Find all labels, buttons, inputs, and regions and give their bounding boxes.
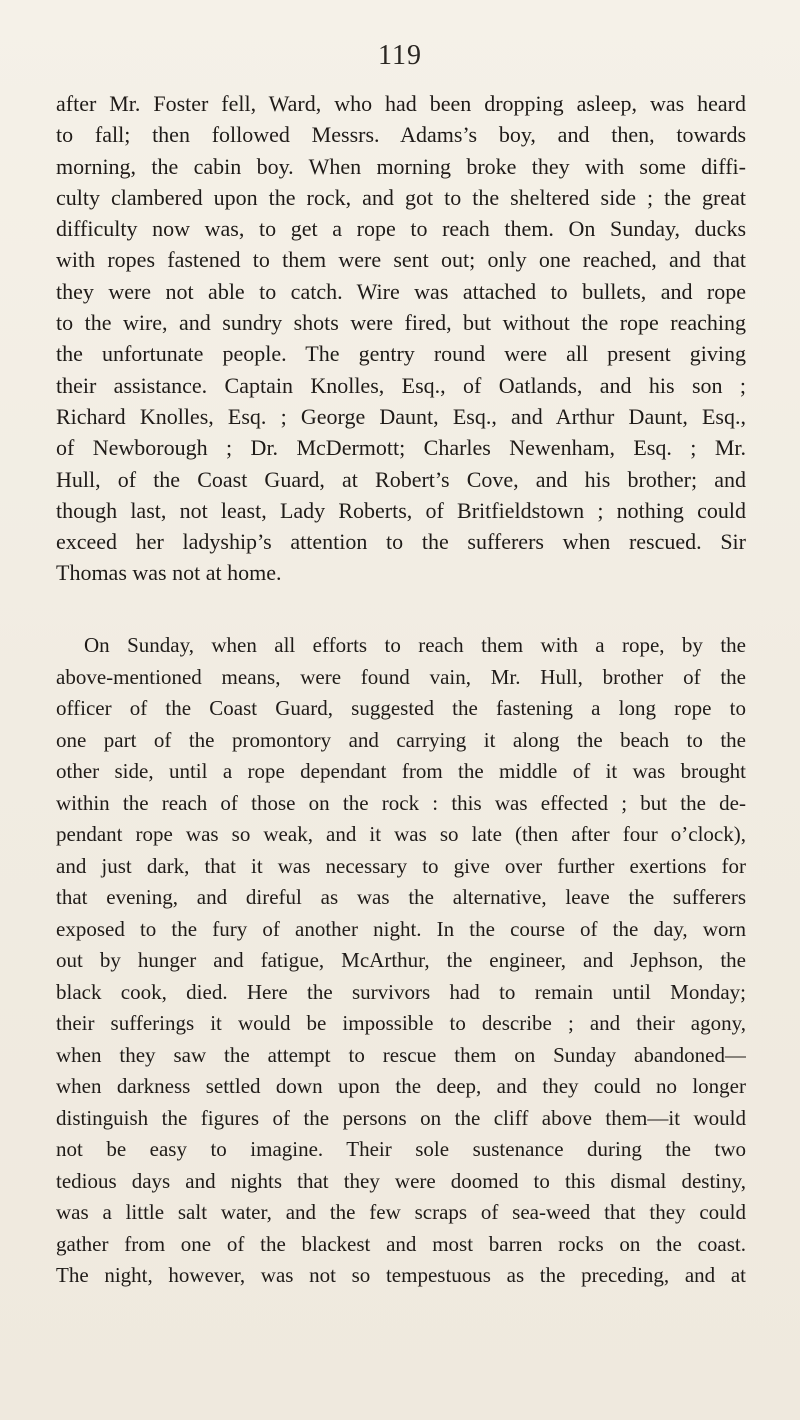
text-line: was a little salt water, and the few scraps of sea-weed that they could [56, 1200, 746, 1224]
text-line: and just dark, that it was necessary to give over further exertions for [56, 853, 746, 878]
text-line: distinguish the figures of the persons on the cliff above them—it would [56, 1105, 746, 1130]
text-line: not be easy to imagine. Their sole sustenance during the two [56, 1137, 746, 1161]
text-line: Richard Knolles, Esq. ; George Daunt, Esq., and Arthur Daunt, Esq., [56, 403, 746, 429]
text-line: that evening, and direful as was the alternative, leave the sufferers [56, 885, 746, 909]
paragraph-2 [56, 630, 746, 1292]
text-line: pendant rope was so weak, and it was so late (then after four o’clock), [56, 822, 746, 846]
text-line: culty clambered upon the rock, and got to the sheltered side ; the great [56, 184, 746, 210]
text-line: morning, the cabin boy. When morning broke they with some diffi- [56, 153, 746, 179]
text-line: gather from one of the blackest and most barren rocks on the coast. [56, 1231, 746, 1256]
text-line: above-mentioned means, were found vain, Mr. Hull, brother of the [56, 664, 746, 689]
text-line: their sufferings it would be impossible to describe ; and their agony, [56, 1011, 746, 1035]
text-line: of Newborough ; Dr. McDermott; Charles Newenham, Esq. ; Mr. [56, 435, 746, 461]
text-line: the unfortunate people. The gentry round were all present giving [56, 341, 746, 367]
text-line: within the reach of those on the rock : this was effected ; but the de- [56, 790, 746, 815]
text-line: out by hunger and fatigue, McArthur, the engineer, and Jephson, the [56, 948, 746, 972]
paragraph-1 [56, 88, 746, 589]
text-line: their assistance. Captain Knolles, Esq., of Oatlands, and his son ; [56, 372, 746, 398]
text-line: black cook, died. Here the survivors had to remain until Monday; [56, 979, 746, 1004]
text-line: other side, until a rope dependant from the middle of it was brought [56, 759, 746, 783]
text-line: On Sunday, when all efforts to reach them with a rope, by the [84, 633, 746, 657]
page-number: 119 [378, 40, 422, 71]
text-line: one part of the promontory and carrying it along the beach to the [56, 727, 746, 752]
text-line: after Mr. Foster fell, Ward, who had been dropping asleep, was heard [56, 91, 746, 116]
text-line: when they saw the attempt to rescue them on Sunday abandoned— [56, 1042, 746, 1067]
text-line: exceed her ladyship’s attention to the sufferers when rescued. Sir [56, 529, 746, 555]
text-line: exposed to the fury of another night. In the course of the day, worn [56, 916, 746, 941]
text-line: Thomas was not at home. [56, 560, 282, 586]
text-line: The night, however, was not so tempestuous as the preceding, and at [56, 1263, 746, 1287]
text-line: to fall; then followed Messrs. Adams’s boy, and then, towards [56, 122, 746, 148]
text-line: when darkness settled down upon the deep, and they could no longer [56, 1074, 746, 1098]
text-line: though last, not least, Lady Roberts, of Britfieldstown ; nothing could [56, 497, 746, 523]
text-line: with ropes fastened to them were sent out; only one reached, and that [56, 247, 746, 273]
text-line: they were not able to catch. Wire was attached to bullets, and rope [56, 278, 746, 304]
text-line: difficulty now was, to get a rope to reach them. On Sunday, ducks [56, 216, 746, 242]
text-line: tedious days and nights that they were doomed to this dismal destiny, [56, 1168, 746, 1193]
text-line: to the wire, and sundry shots were fired, but without the rope reaching [56, 310, 746, 336]
text-line: officer of the Coast Guard, suggested the fastening a long rope to [56, 696, 746, 720]
text-line: Hull, of the Coast Guard, at Robert’s Cove, and his brother; and [56, 466, 746, 492]
